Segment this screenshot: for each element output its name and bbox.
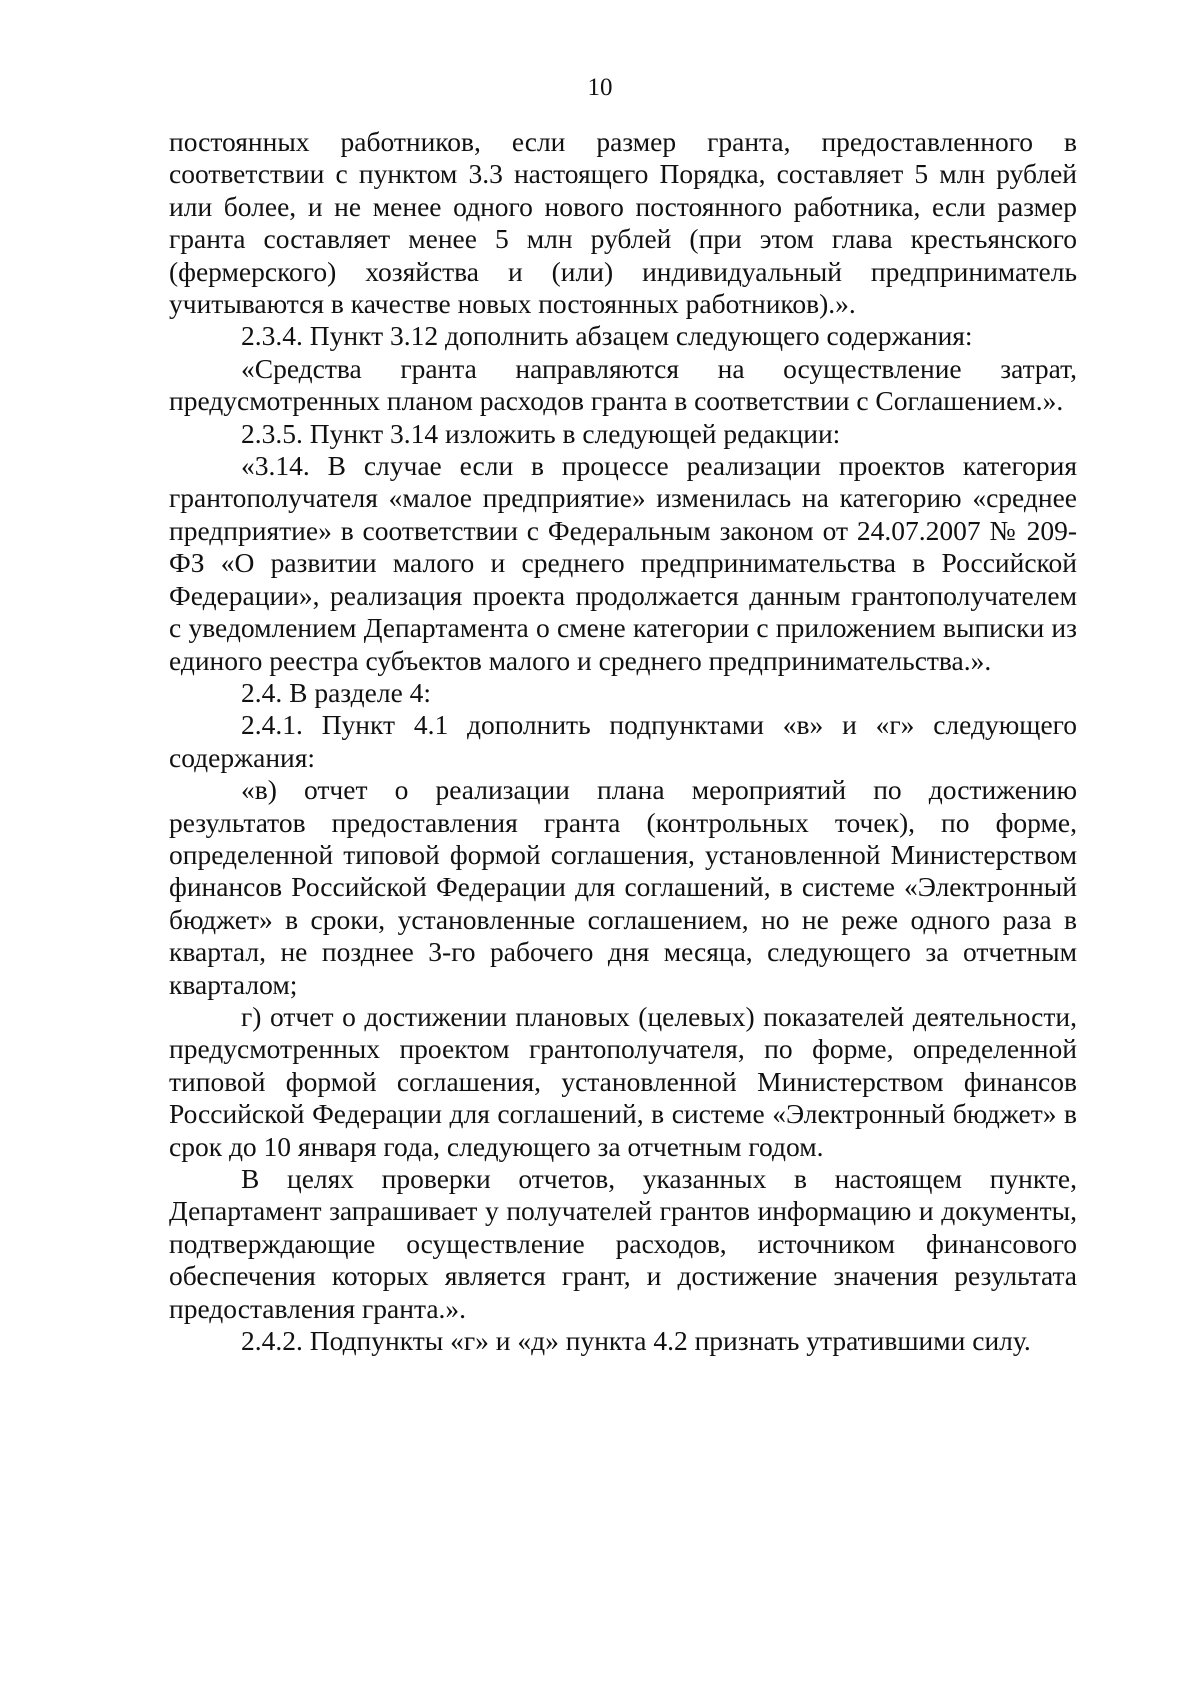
- paragraph-2-4: 2.4. В разделе 4:: [241, 676, 432, 708]
- paragraph-2-3-4: 2.3.4. Пункт 3.12 дополнить абзацем следующего содержания:: [241, 320, 973, 352]
- paragraph-subitem-g: г) отчет о достижении плановых (целевых) показателей деятельности, предусмотренных проектом грантополучателя, по форме, определенной типовой формой соглашения, установленной Министерством финансов Российской Федерации для соглашений, в системе «Электронный бюджет» в срок до 10 января года, следующего за отчетным годом.: [169, 1000, 1077, 1162]
- paragraph-workers-continuation: постоянных работников, если размер гранта, предоставленного в соответствии с пунктом 3.3 настоящего Порядка, составляет 5 млн рублей или более, и не менее одного нового постоянного работника, если размер гранта составляет менее 5 млн рублей (при этом глава крестьянского (фермерского) хозяйства и (или) индивидуальный предприниматель учитываются в качестве новых постоянных работников).».: [169, 126, 1077, 320]
- paragraph-grant-funds: «Средства гранта направляются на осуществление затрат, предусмотренных планом расходов гранта в соответствии с Соглашением.».: [169, 352, 1077, 417]
- paragraph-3-14: «3.14. В случае если в процессе реализации проектов категория грантополучателя «малое предприятие» изменилась на категорию «среднее предприятие» в соответствии с Федеральным законом от 24.07.2007 № 209-ФЗ «О развитии малого и среднего предпринимательства в Российской Федерации», реализация проекта продолжается данным грантополучателем с уведомлением Департамента о смене категории с приложением выписки из единого реестра субъектов малого и среднего предпринимательства.».: [169, 450, 1077, 676]
- paragraph-2-4-1: 2.4.1. Пункт 4.1 дополнить подпунктами «в» и «г» следующего содержания:: [169, 709, 1077, 773]
- paragraph-2-3-5: 2.3.5. Пункт 3.14 изложить в следующей редакции:: [241, 417, 841, 449]
- paragraph-2-4-2: 2.4.2. Подпункты «г» и «д» пункта 4.2 признать утратившими силу.: [241, 1325, 1031, 1357]
- document-body: [169, 126, 1077, 1357]
- paragraph-report-verification: В целях проверки отчетов, указанных в настоящем пункте, Департамент запрашивает у получателей грантов информацию и документы, подтверждающие осуществление расходов, источником финансового обеспечения которых является грант, и достижение значения результата предоставления гранта.».: [169, 1163, 1077, 1324]
- paragraph-subitem-v: «в) отчет о реализации плана мероприятий по достижению результатов предоставления гранта (контрольных точек), по форме, определенной типовой формой соглашения, установленной Министерством финансов Российской Федерации для соглашений, в системе «Электронный бюджет» в сроки, установленные соглашением, но не реже одного раза в квартал, не позднее 3-го рабочего дня месяца, следующего за отчетным кварталом;: [169, 774, 1077, 1000]
- page-number: 10: [587, 74, 613, 101]
